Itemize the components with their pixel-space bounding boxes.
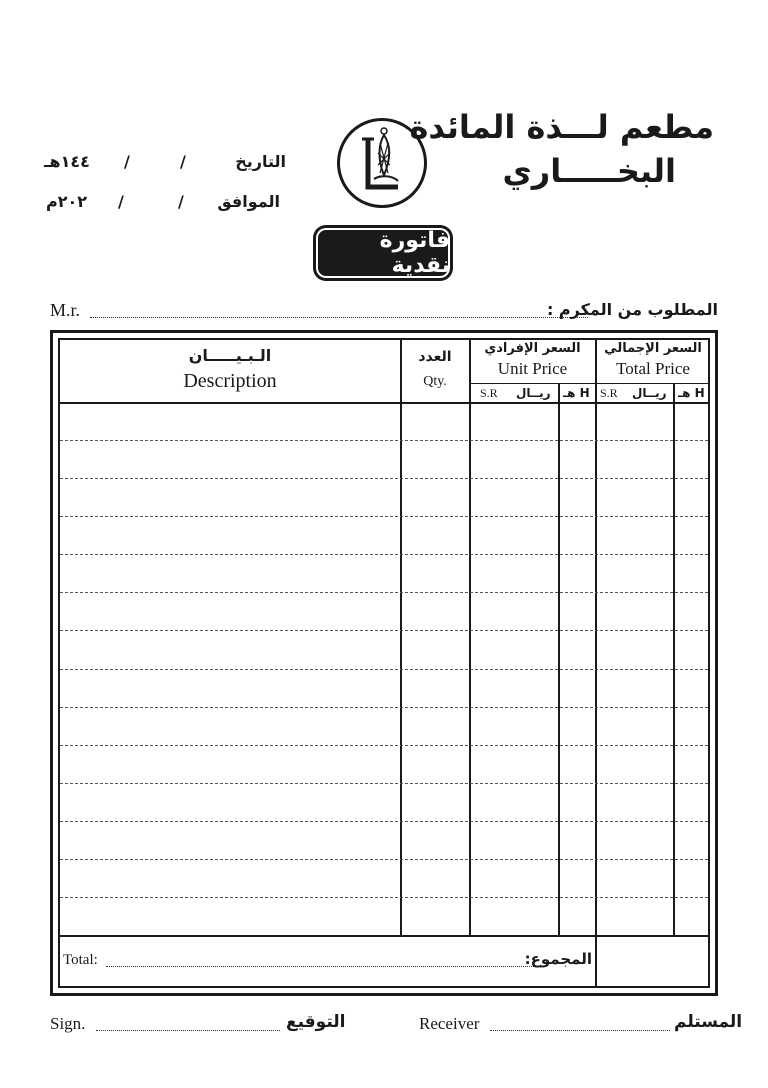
col-divider-unit-total <box>595 338 597 988</box>
recipient-label-ar: المطلوب من المكرم : <box>546 300 718 319</box>
table-row-separator <box>60 707 708 708</box>
hijri-date-row <box>40 152 300 174</box>
gregorian-date-row <box>40 192 300 214</box>
receiver-dotted-line[interactable] <box>490 1030 670 1031</box>
sign-label-en: Sign. <box>50 1014 86 1033</box>
col-total-price-en: Total Price <box>616 359 690 378</box>
col-total-price-ar: السعر الإجمالي <box>604 341 702 356</box>
col-description-en: Description <box>183 370 277 392</box>
date-slash-1: / <box>180 152 186 171</box>
table-row-separator <box>60 669 708 670</box>
receiver-label-en: Receiver <box>419 1014 480 1033</box>
col-unit-price-ar: السعر الإفرادي <box>484 341 581 356</box>
corresp-label: الموافق <box>217 192 280 211</box>
unit-riyal-label: ريــال <box>516 386 551 400</box>
header-bottom-line <box>58 402 710 404</box>
col-unit-price-en: Unit Price <box>497 359 568 378</box>
recipient-dotted-line[interactable] <box>90 317 588 318</box>
total-halala-label: هـ H <box>678 386 705 400</box>
hijri-year-suffix: ١٤٤هـ <box>44 152 90 171</box>
col-divider-qty-unit <box>469 338 471 936</box>
gregorian-year-suffix: ٢٠٢م <box>46 192 88 211</box>
col-divider-desc-qty <box>400 338 402 936</box>
price-subheader-divider <box>469 383 710 384</box>
unit-sr-label: S.R <box>480 386 498 400</box>
total-label-ar: المجموع: <box>524 950 592 968</box>
sign-label-ar: التوقيع <box>286 1012 346 1032</box>
invoice-table <box>58 338 710 988</box>
table-row-separator <box>60 630 708 631</box>
col-divider-unit-sr-h <box>558 384 560 936</box>
corresp-slash-1: / <box>178 192 184 211</box>
table-row-separator <box>60 516 708 517</box>
col-description-ar: الـبـيـــــان <box>188 346 272 365</box>
table-row-separator <box>60 821 708 822</box>
recipient-line <box>50 300 718 322</box>
restaurant-logo-icon <box>337 118 427 208</box>
table-row-separator <box>60 592 708 593</box>
col-divider-total-sr-h <box>673 384 675 936</box>
cash-invoice-badge: فاتورة نقدية <box>316 228 450 278</box>
table-row-separator <box>60 783 708 784</box>
col-qty-ar: العدد <box>418 349 452 365</box>
total-dotted-line[interactable] <box>106 966 536 967</box>
table-row-separator <box>60 478 708 479</box>
corresp-slash-2: / <box>118 192 124 211</box>
receiver-label-ar: المستلم <box>674 1012 743 1032</box>
table-row-separator <box>60 554 708 555</box>
date-label: التاريخ <box>235 152 286 171</box>
col-qty-en: Qty. <box>423 374 447 389</box>
total-label-en: Total: <box>63 952 98 968</box>
total-riyal-label: ريــال <box>632 386 667 400</box>
sign-dotted-line[interactable] <box>96 1030 280 1031</box>
unit-halala-label: هـ H <box>563 386 590 400</box>
table-row-separator <box>60 897 708 898</box>
restaurant-name-line1: مطعم لـــذة المائدة <box>409 108 714 146</box>
table-row-separator <box>60 440 708 441</box>
recipient-label-en: M.r. <box>50 300 81 320</box>
total-sr-label: S.R <box>600 386 618 400</box>
items-bottom-line <box>58 935 710 937</box>
table-row-separator <box>60 859 708 860</box>
date-slash-2: / <box>124 152 130 171</box>
table-row-separator <box>60 745 708 746</box>
restaurant-name-line2: البخـــــاري <box>502 152 676 190</box>
